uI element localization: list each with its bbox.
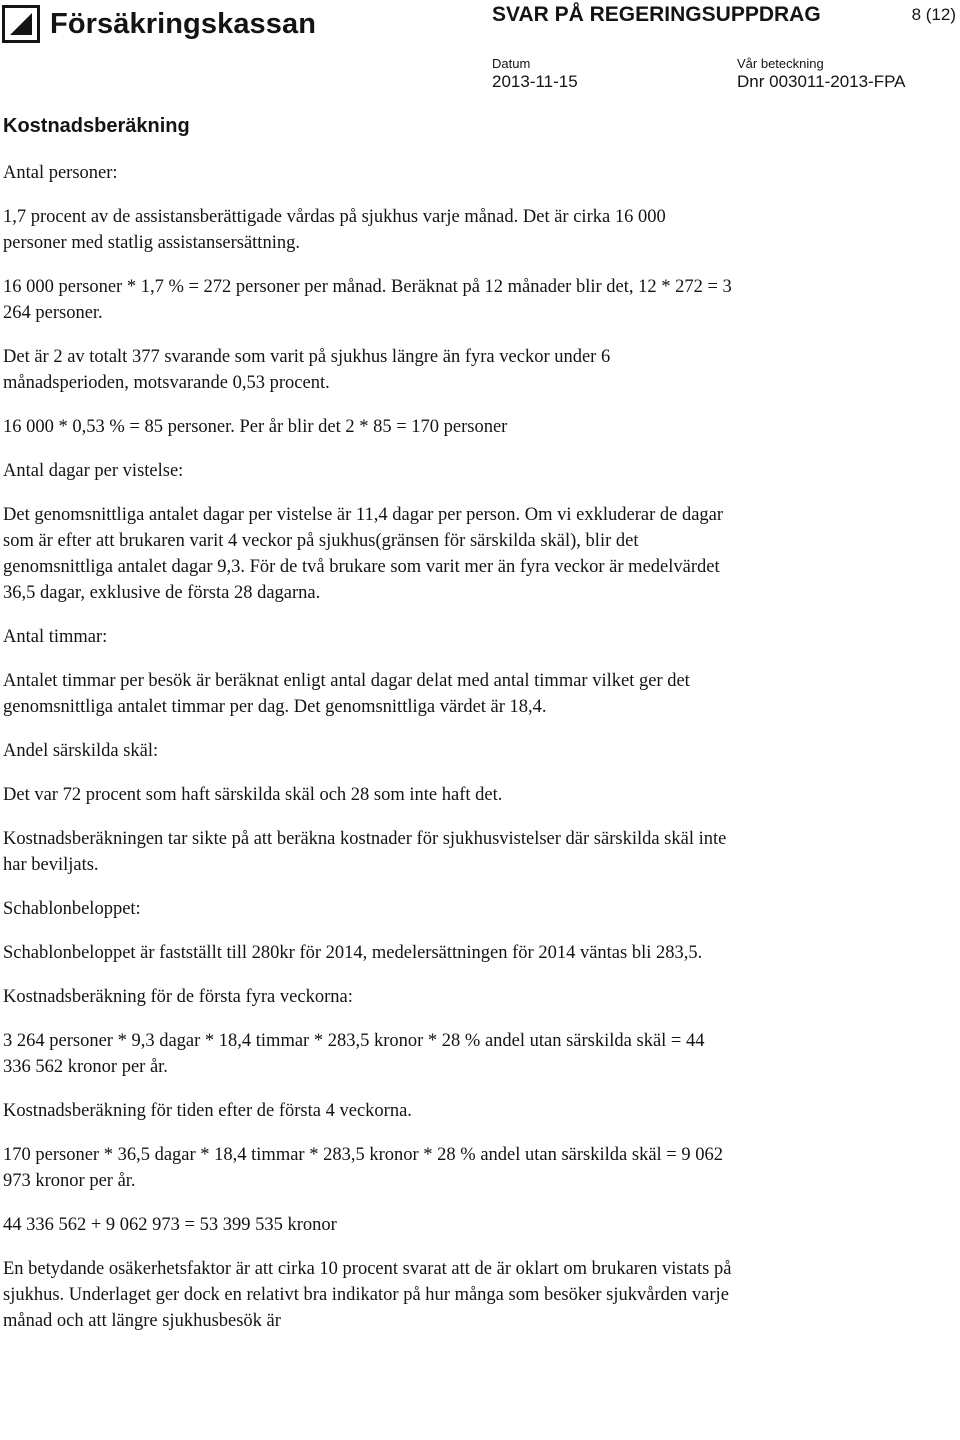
reference-value: Dnr 003011-2013-FPA: [737, 72, 906, 91]
paragraph: En betydande osäkerhetsfaktor är att cirka 10 procent svarat att de är oklart om brukaren vistats på sjukhus. Underlaget ger dock en relativt bra indikator på hur många som besöker sjukvården varje månad och att längre sjukhusbesök är: [3, 1259, 732, 1331]
paragraph: Det var 72 procent som haft särskilda skäl och 28 som inte haft det.: [3, 785, 503, 805]
logo: [2, 1, 316, 47]
document-type: SVAR PÅ REGERINGSUPPDRAG: [492, 3, 821, 26]
label-antal-timmar: Antal timmar:: [3, 627, 108, 647]
label-forsta-fyra-veckorna: Kostnadsberäkning för de första fyra veckorna:: [3, 987, 353, 1007]
paragraph: 16 000 personer * 1,7 % = 272 personer per månad. Beräknat på 12 månader blir det, 12 * 272 = 3 264 personer.: [3, 277, 732, 323]
paragraph: 1,7 procent av de assistansberättigade vårdas på sjukhus varje månad. Det är cirka 16 000 personer med statlig assistansersättning.: [3, 207, 666, 253]
paragraph: Det är 2 av totalt 377 svarande som varit på sjukhus längre än fyra veckor under 6 månadsperioden, motsvarande 0,53 procent.: [3, 347, 611, 393]
paragraph: Kostnadsberäkningen tar sikte på att beräkna kostnader för sjukhusvistelser där särskilda skäl inte har beviljats.: [3, 829, 727, 875]
paragraph: 16 000 * 0,53 % = 85 personer. Per år blir det 2 * 85 = 170 personer: [3, 417, 508, 437]
section-heading: Kostnadsberäkning: [3, 115, 190, 137]
paragraph: Antalet timmar per besök är beräknat enligt antal dagar delat med antal timmar vilket ger det genomsnittliga antalet timmar per dag. Det genomsnittliga värdet är 18,4.: [3, 671, 690, 717]
label-efter-fyra-veckorna: Kostnadsberäkning för tiden efter de första 4 veckorna.: [3, 1101, 412, 1121]
date-label: Datum: [492, 56, 531, 71]
label-schablonbeloppet: Schablonbeloppet:: [3, 899, 141, 919]
paragraph: 170 personer * 36,5 dagar * 18,4 timmar * 283,5 kronor * 28 % andel utan särskilda skäl = 9 062 973 kronor per år.: [3, 1145, 723, 1191]
forsakringskassan-logo-icon: [2, 5, 40, 43]
label-antal-dagar: Antal dagar per vistelse:: [3, 461, 184, 481]
paragraph: Det genomsnittliga antalet dagar per vistelse är 11,4 dagar per person. Om vi exkluderar de dagar som är efter att brukaren varit 4 veckor på sjukhus(gränsen för särskilda skäl), blir det genomsnittliga antalet dagar 9,3. För de två brukare som varit mer än fyra veckor är medelvärdet 36,5 dagar, exklusive de första 28 dagarna.: [3, 505, 724, 603]
label-antal-personer: Antal personer:: [3, 163, 118, 183]
date-value: 2013-11-15: [492, 72, 578, 91]
paragraph: 3 264 personer * 9,3 dagar * 18,4 timmar * 283,5 kronor * 28 % andel utan särskilda skäl = 44 336 562 kronor per år.: [3, 1031, 705, 1077]
paragraph: Schablonbeloppet är fastställt till 280kr för 2014, medelersättningen för 2014 väntas bli 283,5.: [3, 943, 703, 963]
label-andel-sarskilda-skal: Andel särskilda skäl:: [3, 741, 159, 761]
reference-label: Vår beteckning: [737, 56, 824, 71]
total-calculation: 44 336 562 + 9 062 973 = 53 399 535 kronor: [3, 1215, 337, 1235]
document-body: [3, 160, 733, 1352]
logo-text: Försäkringskassan: [50, 8, 317, 40]
page-number: 8 (12): [911, 5, 956, 24]
